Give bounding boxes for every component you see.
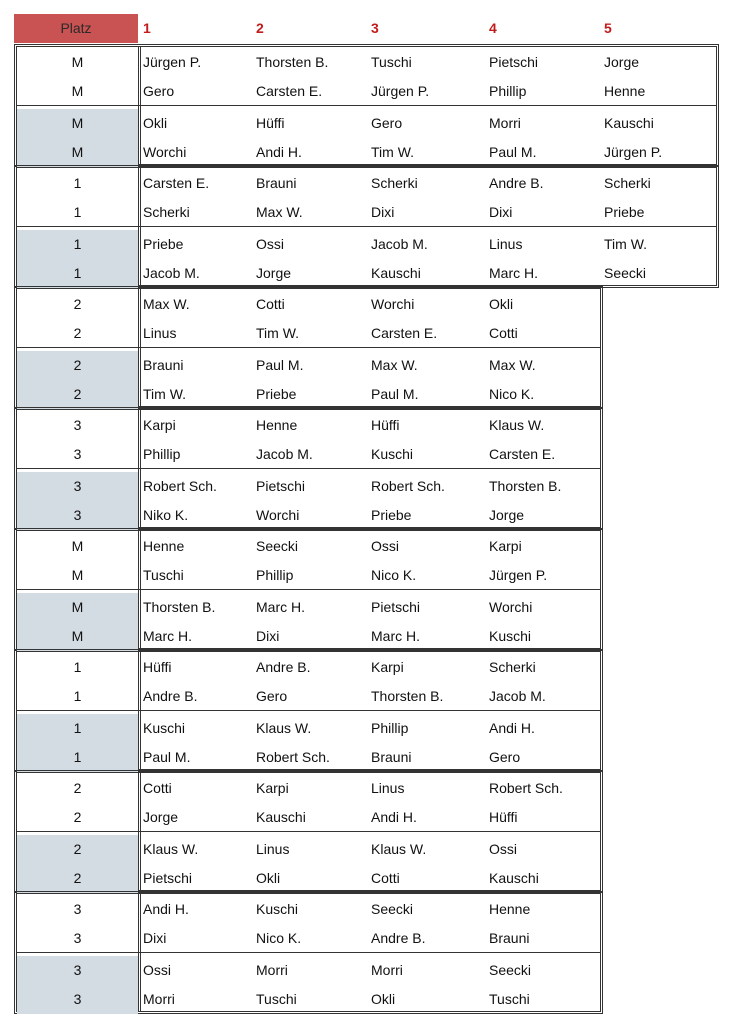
table-row bbox=[17, 803, 600, 832]
player-name-cell: Marc H. bbox=[371, 628, 420, 644]
player-name-cell: Nico K. bbox=[489, 386, 535, 402]
table-row bbox=[17, 472, 600, 501]
player-name-cell: Tim W. bbox=[604, 236, 648, 252]
player-name-cell: Paul M. bbox=[371, 386, 419, 402]
platz-cell: 3 bbox=[73, 446, 82, 462]
table-row bbox=[17, 380, 600, 409]
player-name-cell: Tuschi bbox=[489, 991, 530, 1007]
player-group bbox=[14, 528, 603, 651]
player-name-cell: Gero bbox=[256, 688, 288, 704]
player-name-cell: Seecki bbox=[604, 265, 647, 281]
player-name-cell: Andre B. bbox=[371, 930, 426, 946]
player-name-cell: Robert Sch. bbox=[256, 749, 330, 765]
player-name-cell: Worchi bbox=[256, 507, 300, 523]
player-name-cell: Phillip bbox=[489, 83, 527, 99]
player-name-cell: Thorsten B. bbox=[371, 688, 444, 704]
player-name-cell: Hüffi bbox=[371, 417, 400, 433]
player-name-cell: Morri bbox=[256, 962, 288, 978]
platz-cell: M bbox=[71, 538, 84, 554]
player-name-cell: Jürgen P. bbox=[371, 83, 430, 99]
player-name-cell: Klaus W. bbox=[371, 841, 427, 857]
player-name-cell: Niko K. bbox=[143, 507, 189, 523]
player-name-cell: Karpi bbox=[256, 780, 289, 796]
player-name-cell: Cotti bbox=[256, 296, 285, 312]
player-name-cell: Linus bbox=[489, 236, 523, 252]
player-name-cell: Karpi bbox=[143, 417, 176, 433]
player-name-cell: Paul M. bbox=[256, 357, 304, 373]
player-name-cell: Gero bbox=[371, 115, 403, 131]
table-row bbox=[17, 561, 600, 590]
player-name-cell: Linus bbox=[256, 841, 290, 857]
platz-cell: 1 bbox=[73, 688, 82, 704]
player-name-cell: Nico K. bbox=[371, 567, 417, 583]
player-name-cell: Ossi bbox=[371, 538, 399, 554]
player-name-cell: Hüffi bbox=[489, 809, 518, 825]
player-name-cell: Pietschi bbox=[489, 54, 539, 70]
player-name-cell: Jorge bbox=[604, 54, 640, 70]
platz-cell: 2 bbox=[17, 864, 138, 893]
player-group bbox=[14, 44, 719, 167]
player-name-cell: Gero bbox=[489, 749, 521, 765]
player-name-cell: Marc H. bbox=[489, 265, 538, 281]
player-name-cell: Dixi bbox=[256, 628, 280, 644]
player-name-cell: Phillip bbox=[143, 446, 181, 462]
player-name-cell: Robert Sch. bbox=[371, 478, 445, 494]
platz-cell: 1 bbox=[73, 204, 82, 220]
player-name-cell: Kauschi bbox=[256, 809, 306, 825]
player-name-cell: Morri bbox=[143, 991, 175, 1007]
table-row bbox=[17, 835, 600, 864]
player-name-cell: Jorge bbox=[489, 507, 525, 523]
player-name-cell: Max W. bbox=[489, 357, 536, 373]
player-name-cell: Brauni bbox=[489, 930, 530, 946]
player-name-cell: Scherki bbox=[489, 659, 536, 675]
player-name-cell: Brauni bbox=[143, 357, 184, 373]
player-name-cell: Max W. bbox=[371, 357, 418, 373]
player-name-cell: Kuschi bbox=[143, 720, 186, 736]
table-row bbox=[17, 169, 716, 198]
player-group bbox=[14, 407, 603, 530]
table-row bbox=[17, 653, 600, 682]
player-name-cell: Tuschi bbox=[143, 567, 184, 583]
player-name-cell: Nico K. bbox=[256, 930, 302, 946]
table-row bbox=[17, 532, 600, 561]
player-group bbox=[14, 891, 603, 1014]
player-name-cell: Jorge bbox=[143, 809, 179, 825]
player-name-cell: Henne bbox=[143, 538, 185, 554]
table-row bbox=[17, 198, 716, 227]
player-name-cell: Jürgen P. bbox=[604, 144, 663, 160]
player-name-cell: Carsten E. bbox=[371, 325, 438, 341]
player-name-cell: Seecki bbox=[489, 962, 532, 978]
player-name-cell: Ossi bbox=[143, 962, 171, 978]
player-name-cell: Henne bbox=[256, 417, 298, 433]
table-row bbox=[17, 440, 600, 469]
platz-cell: 2 bbox=[73, 809, 82, 825]
player-name-cell: Carsten E. bbox=[143, 175, 210, 191]
player-name-cell: Andi H. bbox=[143, 901, 189, 917]
table-row bbox=[17, 230, 716, 259]
table-row bbox=[17, 743, 600, 772]
player-name-cell: Marc H. bbox=[143, 628, 192, 644]
player-name-cell: Thorsten B. bbox=[489, 478, 562, 494]
player-name-cell: Karpi bbox=[489, 538, 522, 554]
player-name-cell: Seecki bbox=[256, 538, 299, 554]
player-name-cell: Kuschi bbox=[489, 628, 532, 644]
round-header-5: 5 bbox=[604, 20, 612, 36]
player-name-cell: Cotti bbox=[143, 780, 172, 796]
table-row bbox=[17, 77, 716, 106]
table-row bbox=[17, 864, 600, 893]
player-name-cell: Carsten E. bbox=[489, 446, 556, 462]
player-name-cell: Linus bbox=[371, 780, 405, 796]
player-name-cell: Henne bbox=[604, 83, 646, 99]
player-name-cell: Klaus W. bbox=[143, 841, 199, 857]
player-name-cell: Andre B. bbox=[256, 659, 311, 675]
player-name-cell: Jacob M. bbox=[489, 688, 546, 704]
player-name-cell: Tuschi bbox=[256, 991, 297, 1007]
player-name-cell: Andre B. bbox=[143, 688, 198, 704]
platz-cell: 2 bbox=[73, 296, 82, 312]
player-name-cell: Gero bbox=[143, 83, 175, 99]
round-header-4: 4 bbox=[489, 20, 497, 36]
player-name-cell: Carsten E. bbox=[256, 83, 323, 99]
player-name-cell: Scherki bbox=[143, 204, 190, 220]
platz-cell: 3 bbox=[17, 985, 138, 1014]
table-row bbox=[17, 924, 600, 953]
player-name-cell: Phillip bbox=[371, 720, 409, 736]
table-row bbox=[17, 714, 600, 743]
platz-cell: 2 bbox=[17, 380, 138, 409]
player-name-cell: Dixi bbox=[489, 204, 513, 220]
player-name-cell: Morri bbox=[371, 962, 403, 978]
player-name-cell: Okli bbox=[256, 870, 281, 886]
table-row bbox=[17, 109, 716, 138]
table-row bbox=[17, 411, 600, 440]
platz-cell: 1 bbox=[73, 175, 82, 191]
player-name-cell: Henne bbox=[489, 901, 531, 917]
platz-cell: M bbox=[17, 138, 138, 167]
player-name-cell: Morri bbox=[489, 115, 521, 131]
player-name-cell: Jacob M. bbox=[143, 265, 200, 281]
player-name-cell: Okli bbox=[489, 296, 514, 312]
player-name-cell: Linus bbox=[143, 325, 177, 341]
player-name-cell: Jacob M. bbox=[371, 236, 428, 252]
table-row bbox=[17, 319, 600, 348]
player-name-cell: Kuschi bbox=[256, 901, 299, 917]
player-name-cell: Jorge bbox=[256, 265, 292, 281]
player-name-cell: Paul M. bbox=[143, 749, 191, 765]
table-row bbox=[17, 956, 600, 985]
player-name-cell: Max W. bbox=[256, 204, 303, 220]
player-name-cell: Brauni bbox=[371, 749, 412, 765]
player-name-cell: Andi H. bbox=[256, 144, 302, 160]
platz-cell: 3 bbox=[73, 901, 82, 917]
player-name-cell: Max W. bbox=[143, 296, 190, 312]
player-name-cell: Cotti bbox=[371, 870, 400, 886]
platz-cell: 2 bbox=[17, 835, 138, 864]
player-name-cell: Robert Sch. bbox=[143, 478, 217, 494]
round-header-2: 2 bbox=[256, 20, 264, 36]
player-name-cell: Phillip bbox=[256, 567, 294, 583]
player-name-cell: Jacob M. bbox=[256, 446, 313, 462]
platz-cell: 1 bbox=[17, 743, 138, 772]
platz-cell: 2 bbox=[17, 351, 138, 380]
platz-cell: 2 bbox=[73, 325, 82, 341]
player-name-cell: Andi H. bbox=[489, 720, 535, 736]
player-name-cell: Priebe bbox=[604, 204, 645, 220]
table-row bbox=[17, 138, 716, 167]
player-name-cell: Priebe bbox=[143, 236, 184, 252]
table-row bbox=[17, 351, 600, 380]
platz-cell: 3 bbox=[17, 472, 138, 501]
platz-cell: 1 bbox=[17, 230, 138, 259]
table-row bbox=[17, 290, 600, 319]
player-name-cell: Brauni bbox=[256, 175, 297, 191]
table-row bbox=[17, 774, 600, 803]
player-name-cell: Scherki bbox=[371, 175, 418, 191]
player-group bbox=[14, 165, 719, 288]
player-name-cell: Thorsten B. bbox=[256, 54, 329, 70]
round-header-1: 1 bbox=[143, 20, 151, 36]
player-name-cell: Pietschi bbox=[256, 478, 306, 494]
platz-cell: 1 bbox=[73, 659, 82, 675]
table-row bbox=[17, 622, 600, 651]
player-name-cell: Priebe bbox=[371, 507, 412, 523]
player-name-cell: Scherki bbox=[604, 175, 651, 191]
player-name-cell: Ossi bbox=[256, 236, 284, 252]
player-name-cell: Kauschi bbox=[371, 265, 421, 281]
player-name-cell: Marc H. bbox=[256, 599, 305, 615]
player-name-cell: Worchi bbox=[489, 599, 533, 615]
player-group bbox=[14, 286, 603, 409]
platz-cell: M bbox=[71, 567, 84, 583]
player-name-cell: Klaus W. bbox=[256, 720, 312, 736]
platz-cell: 1 bbox=[17, 259, 138, 288]
player-name-cell: Seecki bbox=[371, 901, 414, 917]
player-name-cell: Okli bbox=[371, 991, 396, 1007]
player-name-cell: Pietschi bbox=[143, 870, 193, 886]
player-name-cell: Hüffi bbox=[143, 659, 172, 675]
table-row bbox=[17, 48, 716, 77]
player-name-cell: Thorsten B. bbox=[143, 599, 216, 615]
platz-cell: 3 bbox=[73, 930, 82, 946]
player-name-cell: Klaus W. bbox=[489, 417, 545, 433]
table-row bbox=[17, 501, 600, 530]
player-name-cell: Hüffi bbox=[256, 115, 285, 131]
table-row bbox=[17, 593, 600, 622]
player-name-cell: Tim W. bbox=[143, 386, 187, 402]
player-name-cell: Tuschi bbox=[371, 54, 412, 70]
player-name-cell: Andi H. bbox=[371, 809, 417, 825]
player-name-cell: Andre B. bbox=[489, 175, 544, 191]
player-name-cell: Robert Sch. bbox=[489, 780, 563, 796]
round-header-3: 3 bbox=[371, 20, 379, 36]
platz-cell: M bbox=[17, 109, 138, 138]
player-name-cell: Tim W. bbox=[371, 144, 415, 160]
player-group bbox=[14, 770, 603, 893]
header-platz-cell: Platz bbox=[14, 14, 138, 43]
player-name-cell: Jürgen P. bbox=[143, 54, 202, 70]
table-row bbox=[17, 259, 716, 288]
player-name-cell: Kauschi bbox=[489, 870, 539, 886]
table-row bbox=[17, 985, 600, 1014]
table-row bbox=[17, 895, 600, 924]
player-name-cell: Kuschi bbox=[371, 446, 414, 462]
player-group bbox=[14, 649, 603, 772]
player-name-cell: Worchi bbox=[143, 144, 187, 160]
player-name-cell: Okli bbox=[143, 115, 168, 131]
platz-cell: 3 bbox=[17, 501, 138, 530]
table-row bbox=[17, 682, 600, 711]
player-name-cell: Karpi bbox=[371, 659, 404, 675]
player-name-cell: Paul M. bbox=[489, 144, 537, 160]
platz-cell: M bbox=[17, 593, 138, 622]
platz-cell: 3 bbox=[73, 417, 82, 433]
platz-cell: 2 bbox=[73, 780, 82, 796]
platz-cell: M bbox=[71, 54, 84, 70]
platz-cell: M bbox=[17, 622, 138, 651]
player-name-cell: Dixi bbox=[371, 204, 395, 220]
platz-cell: 1 bbox=[17, 714, 138, 743]
player-name-cell: Ossi bbox=[489, 841, 517, 857]
platz-cell: 3 bbox=[17, 956, 138, 985]
player-name-cell: Pietschi bbox=[371, 599, 421, 615]
player-name-cell: Kauschi bbox=[604, 115, 654, 131]
player-name-cell: Cotti bbox=[489, 325, 518, 341]
player-name-cell: Worchi bbox=[371, 296, 415, 312]
player-name-cell: Jürgen P. bbox=[489, 567, 548, 583]
player-name-cell: Dixi bbox=[143, 930, 167, 946]
player-name-cell: Tim W. bbox=[256, 325, 300, 341]
platz-cell: M bbox=[71, 83, 84, 99]
player-name-cell: Priebe bbox=[256, 386, 297, 402]
